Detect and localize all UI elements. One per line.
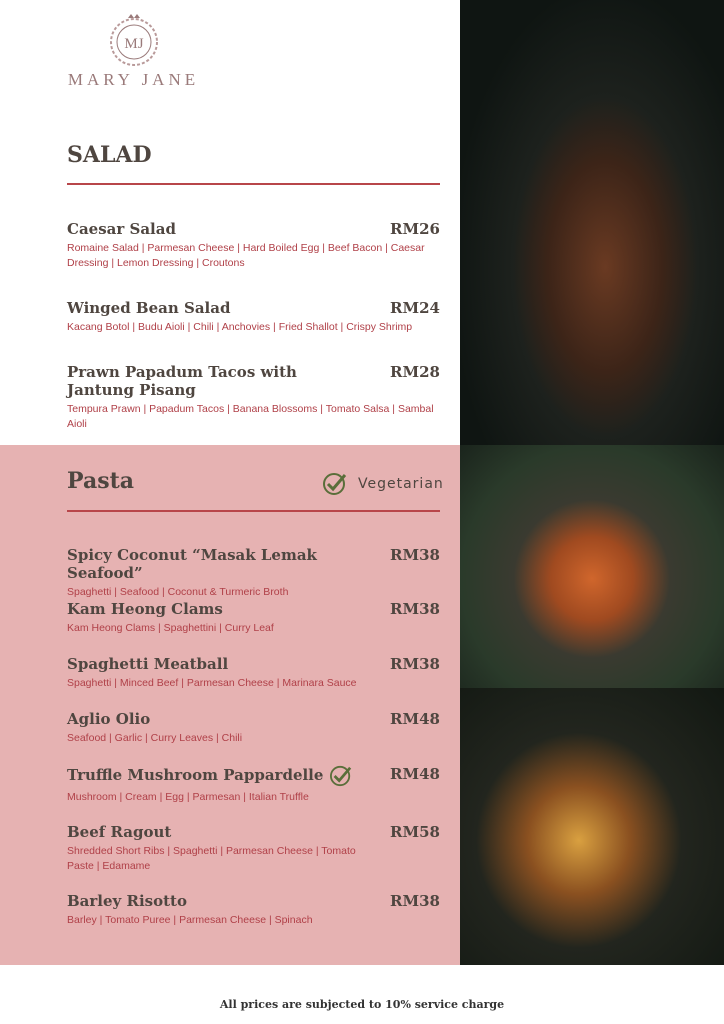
- laurel-crest-icon: [106, 12, 162, 68]
- service-charge-note: All prices are subjected to 10% service charge: [219, 998, 505, 1011]
- brand-logo: [66, 12, 201, 90]
- food-photo-seafood-linguine: [460, 688, 724, 965]
- salad-heading: SALAD: [67, 142, 152, 168]
- menu-item: Prawn Papadum Tacos with Jantung Pisang RM28 Tempura Prawn | Papadum Tacos | Banana Blossoms | Tomato Salsa | Sambal Aioli: [67, 363, 440, 430]
- pasta-section-background: [0, 445, 460, 965]
- vegetarian-check-icon: [329, 765, 353, 787]
- pasta-divider: [67, 510, 440, 512]
- menu-item: Caesar Salad RM26 Romaine Salad | Parmesan Cheese | Hard Boiled Egg | Beef Bacon | Caesar Dressing | Lemon Dressing | Croutons: [67, 220, 440, 269]
- menu-item: Barley Risotto RM38 Barley | Tomato Puree | Parmesan Cheese | Spinach: [67, 892, 440, 926]
- food-photo-seafood-pasta: [460, 0, 724, 445]
- menu-item: Kam Heong Clams RM38 Kam Heong Clams | Spaghettini | Curry Leaf: [67, 600, 440, 634]
- menu-item: Winged Bean Salad RM24 Kacang Botol | Budu Aioli | Chili | Anchovies | Fried Shallot | Crispy Shrimp: [67, 299, 440, 333]
- pasta-heading: Pasta: [67, 468, 135, 494]
- vegetarian-legend: Vegetarian: [322, 472, 444, 496]
- monogram: MJ: [123, 36, 144, 52]
- food-photo-meatball-spaghetti: [460, 445, 724, 688]
- menu-item: Truffle Mushroom Pappardelle RM48 Mushroom | Cream | Egg | Parmesan | Italian Truffle: [67, 765, 440, 803]
- brand-name: MARY JANE: [67, 70, 200, 89]
- menu-item: Spaghetti Meatball RM38 Spaghetti | Minced Beef | Parmesan Cheese | Marinara Sauce: [67, 655, 440, 689]
- menu-item: Aglio Olio RM48 Seafood | Garlic | Curry Leaves | Chili: [67, 710, 440, 744]
- menu-item: Spicy Coconut “Masak Lemak Seafood” RM38 Spaghetti | Seafood | Coconut & Turmeric Broth: [67, 546, 440, 598]
- salad-divider: [67, 183, 440, 185]
- menu-item: Beef Ragout RM58 Shredded Short Ribs | Spaghetti | Parmesan Cheese | Tomato Paste | Edamame: [67, 823, 440, 872]
- vegetarian-check-icon: [322, 472, 348, 496]
